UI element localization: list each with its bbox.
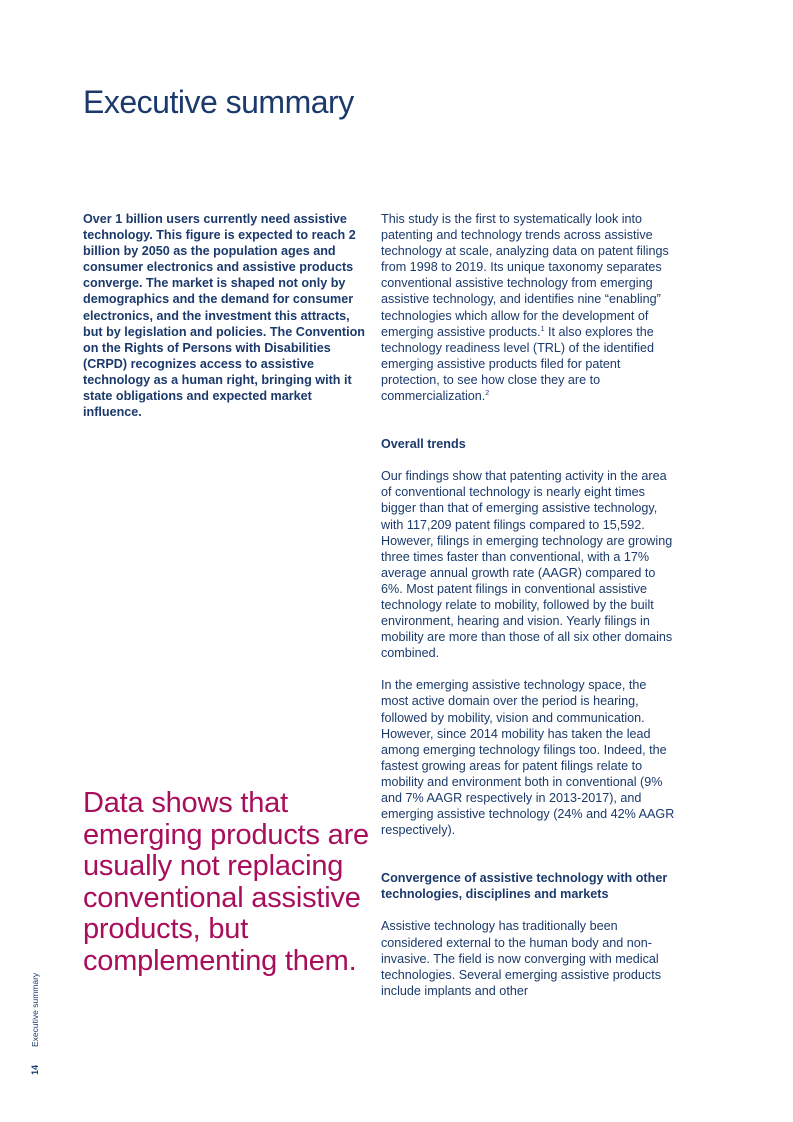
page-number: 14 [30, 1064, 40, 1075]
page-title: Executive summary [83, 84, 354, 120]
section-heading-overall-trends: Overall trends [381, 437, 466, 452]
pull-quote: Data shows that emerging products are usually not replacing conventional assistive products, but complementing them. [83, 787, 369, 977]
trends-paragraph-2: In the emerging assistive technology space, the most active domain over the period is hearing, followed by mobility, vision and communication. However, since 2014 mobility has taken the lead among emerging technology filings too. Indeed, the fastest growing areas for patent filings relate to mobility and environment both in conventional (9% and 7% AAGR respectively in 2013-2017), and emerging assistive technology (24% and 42% AAGR respectively). [381, 678, 675, 838]
study-paragraph [381, 211, 676, 404]
footnote-ref-2[interactable]: 2 [485, 389, 490, 397]
section-label: Executive summary [30, 972, 40, 1047]
study-text-b: It also explores the technology readiness level (TRL) of the identified emerging assistive products filed for patent protection, to see how close they are to commercialization. [381, 324, 655, 404]
convergence-paragraph: Assistive technology has traditionally been considered external to the human body and non-invasive. The field is now converging with medical technologies. Several emerging assistive products include implants and other [381, 919, 662, 998]
study-text-a: This study is the first to systematically look into patenting and technology trends across assistive technology at scale, analyzing data on patent filings from 1998 to 2019. Its unique taxonomy separates conventional assistive technology from emerging assistive technology, and identifies nine “enabling” technologies which allow for the development of emerging assistive products. [381, 212, 669, 339]
trends-paragraph-1: Our findings show that patenting activity in the area of conventional technology is nearly eight times bigger than that of emerging assistive technology, with 117,209 patent filings compared to 15,592. However, filings in emerging technology are growing three times faster than conventional, with a 17% average annual growth rate (AAGR) compared to 6%. Most patent filings in conventional assistive technology relate to mobility, followed by the built environment, hearing and vision. Yearly filings in mobility are more than those of all six other domains combined. [381, 469, 673, 661]
footnote-ref-1[interactable]: 1 [540, 325, 545, 333]
section-heading-convergence: Convergence of assistive technology with other technologies, disciplines and markets [381, 871, 668, 902]
intro-paragraph: Over 1 billion users currently need assistive technology. This figure is expected to reach 2 billion by 2050 as the population ages and consumer electronics and assistive products converge. The market is shaped not only by demographics and the demand for consumer electronics, and the investment this attracts, but by legislation and policies. The Convention on the Rights of Persons with Disabilities (CRPD) recognizes access to assistive technology as a human right, bringing with it state obligations and expected market influence. [83, 212, 365, 420]
page-footer-vertical [30, 973, 40, 1075]
body-column [381, 211, 676, 999]
